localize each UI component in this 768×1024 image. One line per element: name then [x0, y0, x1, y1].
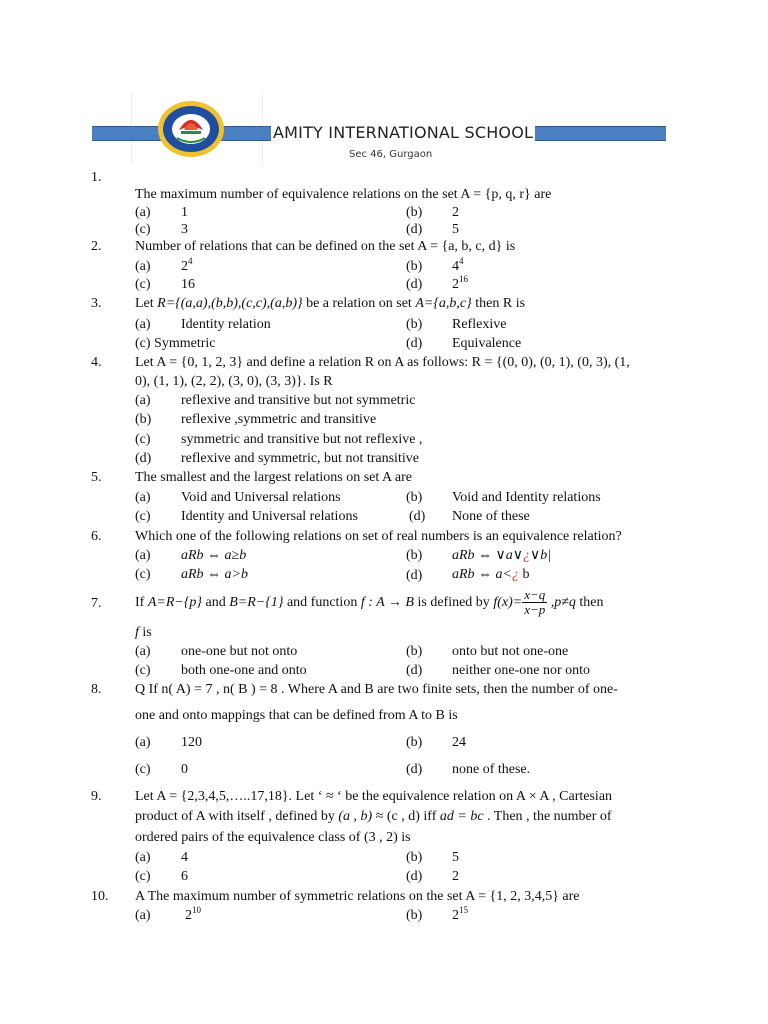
q7-text-line2: f is: [135, 625, 152, 640]
q4-label-a: (a): [135, 393, 151, 408]
q3-label-b: (b): [406, 317, 423, 332]
q5-option-a: Void and Universal relations: [181, 490, 341, 505]
q2-label-a: (a): [135, 259, 151, 274]
q9-label-b: (b): [406, 850, 423, 865]
q5-option-b: Void and Identity relations: [452, 490, 601, 505]
q2-number: 2.: [91, 239, 102, 254]
q9-text-line3: ordered pairs of the equivalence class of (3 , 2) is: [135, 830, 411, 845]
q4-option-b: reflexive ,symmetric and transitive: [181, 412, 377, 427]
q5-label-c: (c): [135, 509, 151, 524]
q3-label-a: (a): [135, 317, 151, 332]
q4-option-c: symmetric and transitive but not reflexive ,: [181, 432, 423, 447]
q1-option-c: 3: [181, 222, 188, 237]
q9-option-d: 2: [452, 869, 459, 884]
q4-label-d: (d): [135, 451, 152, 466]
q9-text-line2: product of A with itself , defined by (a , b) ≈ (c , d) iff ad = bc . Then , the number of: [135, 809, 612, 824]
q2-option-d: $2^{16}$: [452, 274, 468, 292]
q9-label-d: (d): [406, 869, 423, 884]
q9-label-c: (c): [135, 869, 151, 884]
q7-option-c: both one-one and onto: [181, 663, 307, 678]
q4-number: 4.: [91, 355, 102, 370]
q3-relation-r: R={(a,a),(b,b),(c,c),(a,b)}: [157, 296, 303, 311]
q5-option-d: None of these: [452, 509, 530, 524]
q2-option-a: $2^4$: [181, 256, 193, 274]
q1-option-b: 2: [452, 205, 459, 220]
q7-fraction: $\frac{x-q}{x-p}$: [524, 587, 546, 618]
q7-number: 7.: [91, 596, 102, 611]
q4-option-a: reflexive and transitive but not symmetric: [181, 393, 416, 408]
q8-option-b: 24: [452, 735, 466, 750]
school-name: AMITY INTERNATIONAL SCHOOL: [273, 123, 534, 142]
q7-set-b: B=R−{1}: [229, 595, 284, 610]
q6-option-b: aRb ⇔ ∨a∨¿∨b|: [452, 548, 552, 563]
school-crest-icon: [157, 100, 225, 158]
q4-text-line1: Let A = {0, 1, 2, 3} and define a relation R on A as follows: R = {(0, 0), (0, 1), (0, 3), (1,: [135, 355, 630, 370]
q8-text-line2: one and onto mappings that can be defined from A to B is: [135, 708, 458, 723]
q2-option-c: 16: [181, 277, 195, 292]
q3-text: Let R={(a,a),(b,b),(c,c),(a,b)} be a relation on set A={a,b,c} then R is: [135, 296, 526, 311]
q7-label-b: (b): [406, 644, 423, 659]
q6-label-b: (b): [406, 548, 423, 563]
q4-option-d: reflexive and symmetric, but not transitive: [181, 451, 419, 466]
q7-text-line1: If A=R−{p} and B=R−{1} and function f : A → B is defined by f(x)= $\frac{x-q}{x-p}$ ,p≠q then: [135, 587, 604, 618]
q3-option-d: Equivalence: [452, 336, 522, 351]
q4-text-line2: 0), (1, 1), (2, 2), (3, 0), (3, 3)}. Is R: [135, 374, 333, 389]
q5-text: The smallest and the largest relations on set A are: [135, 470, 412, 485]
q3-set-a: A={a,b,c}: [415, 296, 472, 311]
q5-label-d: (d): [409, 509, 426, 524]
q6-option-d: aRb ⇔ a<¿ b: [452, 567, 530, 582]
q8-label-d: (d): [406, 762, 423, 777]
q3-option-b: Reflexive: [452, 317, 507, 332]
q6-label-d: (d): [406, 568, 423, 583]
q9-option-a: 4: [181, 850, 188, 865]
q5-label-b: (b): [406, 490, 423, 505]
q8-label-c: (c): [135, 762, 151, 777]
q8-text-line1: Q If n( A) = 7 , n( B ) = 8 . Where A and B are two finite sets, then the number of one-: [135, 682, 618, 697]
q7-set-a: A=R−{p}: [147, 595, 203, 610]
q8-option-c: 0: [181, 762, 188, 777]
q2-label-d: (d): [406, 277, 423, 292]
q10-text: A The maximum number of symmetric relations on the set A = {1, 2, 3,4,5} are: [135, 889, 580, 904]
q8-label-b: (b): [406, 735, 423, 750]
q4-label-b: (b): [135, 412, 152, 427]
q8-number: 8.: [91, 682, 102, 697]
q1-number: 1.: [91, 170, 102, 185]
q7-function-map: f : A → B: [360, 595, 414, 610]
q1-label-c: (c): [135, 222, 151, 237]
q10-label-a: (a): [135, 908, 151, 923]
q3-label-d: (d): [406, 336, 423, 351]
q2-label-c: (c): [135, 277, 151, 292]
q3-option-a: Identity relation: [181, 317, 271, 332]
q1-option-a: 1: [181, 205, 188, 220]
q6-label-c: (c): [135, 567, 151, 582]
q6-number: 6.: [91, 529, 102, 544]
q6-option-a: aRb ⇔ a≥b: [181, 548, 247, 563]
school-location: Sec 46, Gurgaon: [349, 149, 433, 160]
q2-label-b: (b): [406, 259, 423, 274]
q2-text: Number of relations that can be defined on the set A = {a, b, c, d} is: [135, 239, 516, 254]
q7-option-a: one-one but not onto: [181, 644, 298, 659]
q8-label-a: (a): [135, 735, 151, 750]
q3-option-c: (c) Symmetric: [135, 336, 216, 351]
q5-option-c: Identity and Universal relations: [181, 509, 358, 524]
q7-label-d: (d): [406, 663, 423, 678]
q1-label-d: (d): [406, 222, 423, 237]
q1-label-b: (b): [406, 205, 423, 220]
q1-text: The maximum number of equivalence relations on the set A = {p, q, r} are: [135, 187, 552, 202]
q8-option-a: 120: [181, 735, 202, 750]
q6-label-a: (a): [135, 548, 151, 563]
q10-option-b: $2^{15}$: [452, 905, 468, 923]
q6-text: Which one of the following relations on set of real numbers is an equivalence relation?: [135, 529, 622, 544]
q6-option-c: aRb ⇔ a>b: [181, 567, 248, 582]
q8-option-d: none of these.: [452, 762, 531, 777]
q9-option-b: 5: [452, 850, 459, 865]
q5-label-a: (a): [135, 490, 151, 505]
q4-label-c: (c): [135, 432, 151, 447]
q9-number: 9.: [91, 789, 102, 804]
q2-option-b: $4^4$: [452, 256, 464, 274]
q9-option-c: 6: [181, 869, 188, 884]
q9-text-line1: Let A = {2,3,4,5,…..17,18}. Let ‘ ≈ ‘ be the equivalence relation on A × A , Cartesian: [135, 789, 613, 804]
q1-option-d: 5: [452, 222, 459, 237]
q1-label-a: (a): [135, 205, 151, 220]
q7-label-a: (a): [135, 644, 151, 659]
q9-label-a: (a): [135, 850, 151, 865]
q10-option-a: $2^{10}$: [185, 905, 201, 923]
q7-option-b: onto but not one-one: [452, 644, 569, 659]
q7-option-d: neither one-one nor onto: [452, 663, 591, 678]
q3-number: 3.: [91, 296, 102, 311]
q5-number: 5.: [91, 470, 102, 485]
q10-number: 10.: [91, 889, 109, 904]
q7-label-c: (c): [135, 663, 151, 678]
q10-label-b: (b): [406, 908, 423, 923]
